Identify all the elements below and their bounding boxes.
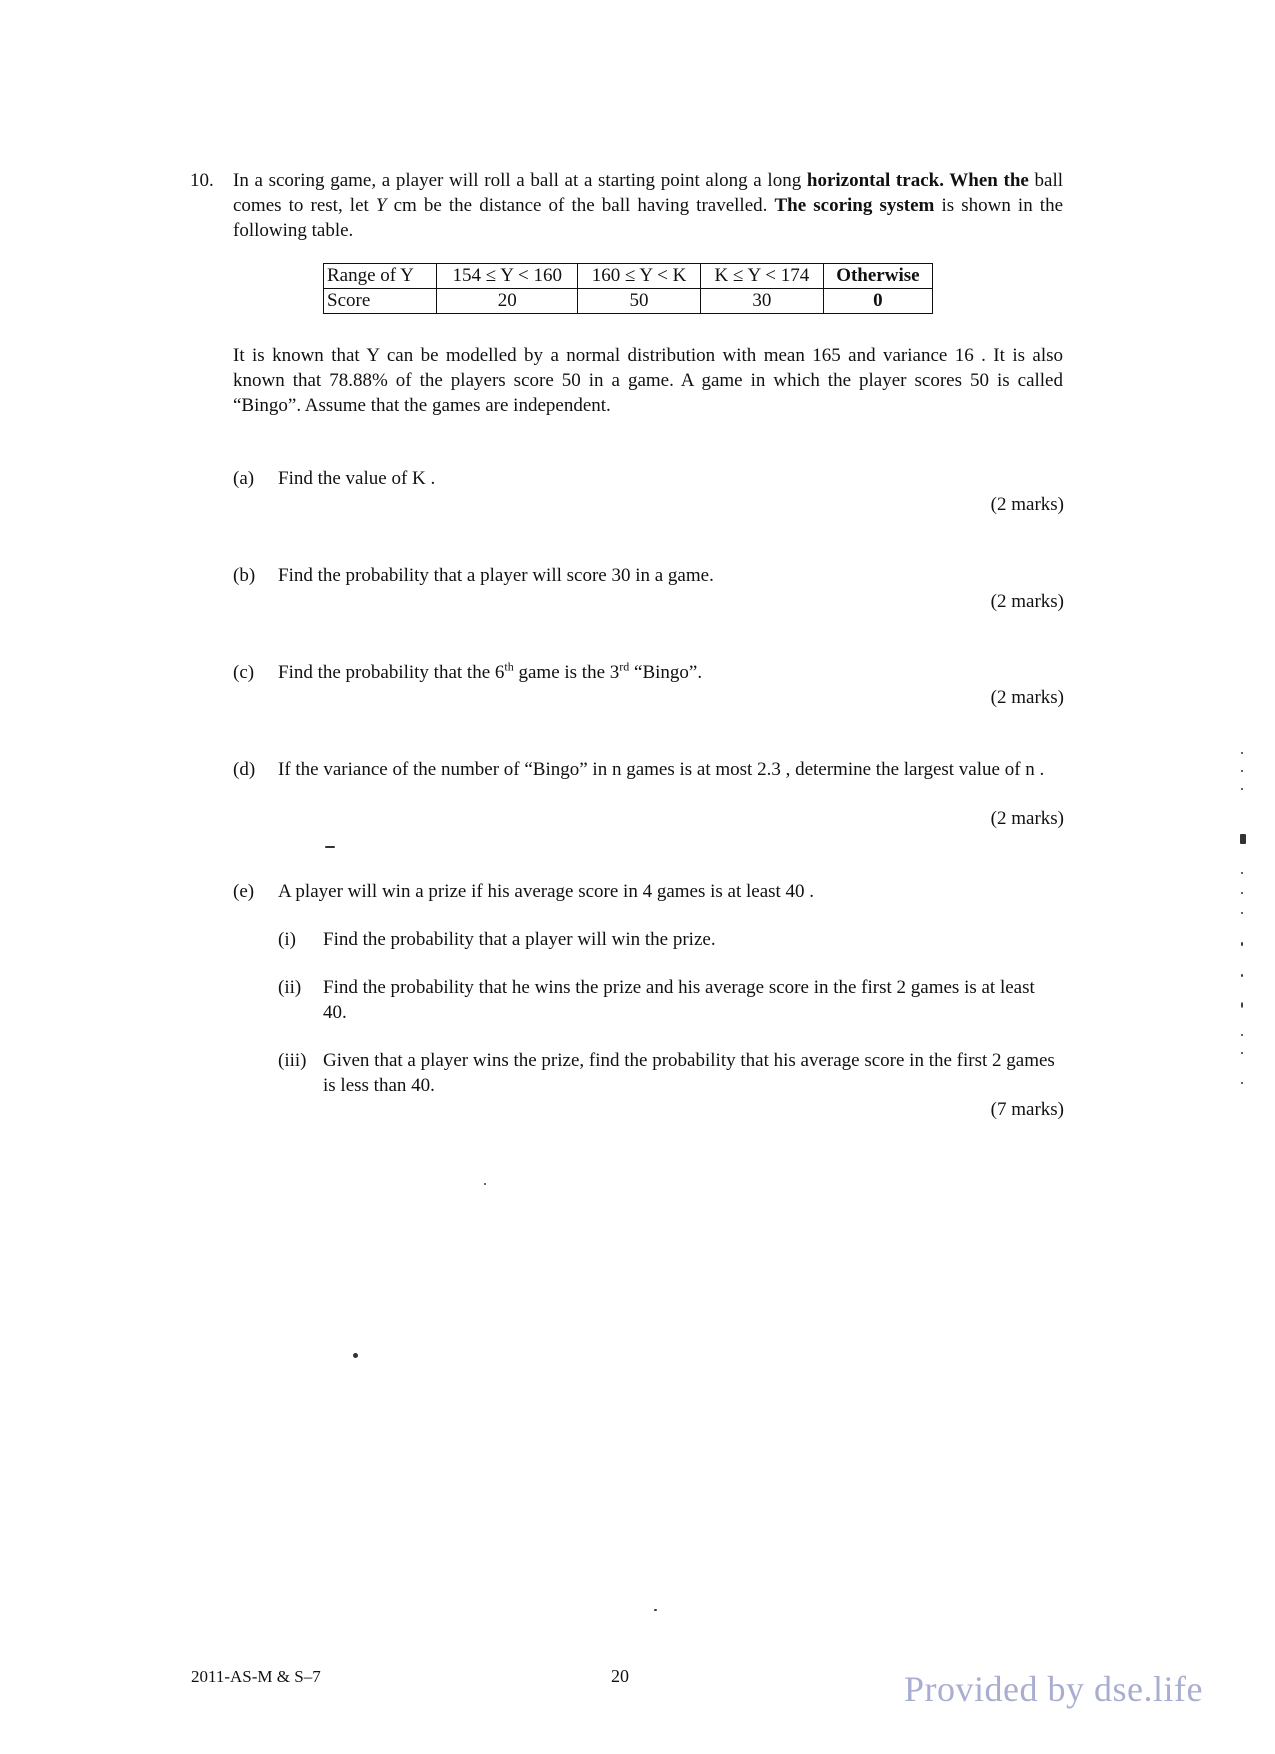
- question-stem: [233, 168, 1063, 243]
- scan-speck: [654, 1609, 657, 1611]
- stem-text-4: is shown in the following table.: [233, 195, 1064, 241]
- part-b-marks: (2 marks): [990, 591, 1064, 612]
- part-c-sup-b: rd: [619, 659, 630, 674]
- part-b-text: Find the probability that a player will score 30 in a game.: [278, 565, 714, 586]
- part-c-text-b: game is the 3: [513, 662, 620, 683]
- part-d-label: (d): [233, 759, 256, 780]
- scan-speck: [353, 1353, 358, 1358]
- subpart-iii-label: (iii): [278, 1050, 307, 1071]
- table-cell: K ≤ Y < 174: [700, 264, 823, 289]
- table-cell: 30: [700, 289, 823, 314]
- page-number: 20: [611, 1666, 629, 1686]
- part-a-text: Find the value of K .: [278, 468, 436, 489]
- part-c-marks: (2 marks): [990, 687, 1064, 708]
- table-cell: 154 ≤ Y < 160: [437, 264, 578, 289]
- info-paragraph: [233, 343, 1063, 418]
- subpart-iii-text: Given that a player wins the prize, find the probability that his average score in the first 2 games is less than 40.: [323, 1050, 1055, 1096]
- question-number: 10.: [190, 170, 214, 191]
- scan-speck: [484, 1183, 486, 1185]
- table-header-row: [324, 264, 933, 289]
- part-e-text: A player will win a prize if his average score in 4 games is at least 40 .: [278, 881, 815, 902]
- stem-text-1: In a scoring game, a player will roll a ball at a starting point along a long: [233, 170, 807, 191]
- info-text: It is known that Y can be modelled by a normal distribution with mean 165 and variance 16 . It is also known that 78.88% of the players score 50 in a game. A game in which the player scores 50 is called “Bingo”. Assume that the games are independent.: [233, 345, 1063, 416]
- stem-bold-1: horizontal track. When the: [806, 170, 1029, 191]
- part-c-sup-a: th: [504, 659, 514, 674]
- part-b-label: (b): [233, 565, 256, 586]
- table-cell: Otherwise: [823, 264, 932, 289]
- part-e-label: (e): [233, 881, 255, 902]
- watermark: Provided by dse.life: [904, 1669, 1203, 1709]
- stem-var-y: Y: [375, 195, 387, 216]
- table-cell: 160 ≤ Y < K: [578, 264, 701, 289]
- part-a-marks: (2 marks): [990, 494, 1064, 515]
- table-cell: 20: [437, 289, 578, 314]
- part-e-marks: (7 marks): [990, 1099, 1064, 1120]
- part-c-text-c: “Bingo”.: [629, 662, 703, 683]
- scan-speck: [325, 846, 335, 848]
- subpart-ii-label: (ii): [278, 977, 302, 998]
- part-c-text-a: Find the probability that the 6: [278, 662, 505, 683]
- paper-code: 2011-AS-M & S–7: [191, 1667, 321, 1686]
- table-cell: Range of Y: [324, 264, 437, 289]
- part-d-text: If the variance of the number of “Bingo” in n games is at most 2.3 , determine the largest value of n .: [278, 759, 1045, 780]
- subpart-ii-text: Find the probability that he wins the prize and his average score in the first 2 games is at least 40.: [323, 977, 1035, 1023]
- subpart-i-label: (i): [278, 929, 296, 950]
- table-cell: 50: [578, 289, 701, 314]
- subpart-i-text: Find the probability that a player will win the prize.: [323, 929, 716, 950]
- table-cell: 0: [823, 289, 932, 314]
- stem-text-2: ball comes to rest, let: [233, 170, 1064, 216]
- part-a-label: (a): [233, 468, 255, 489]
- table-row: [324, 289, 933, 314]
- stem-text-3: cm be the distance of the ball having travelled.: [386, 195, 775, 216]
- part-d-marks: (2 marks): [990, 808, 1064, 829]
- table-cell: Score: [324, 289, 437, 314]
- part-c-text: [278, 660, 1068, 685]
- part-c-label: (c): [233, 662, 255, 683]
- scoring-table: [323, 263, 933, 314]
- stem-bold-2: The scoring system: [774, 195, 935, 216]
